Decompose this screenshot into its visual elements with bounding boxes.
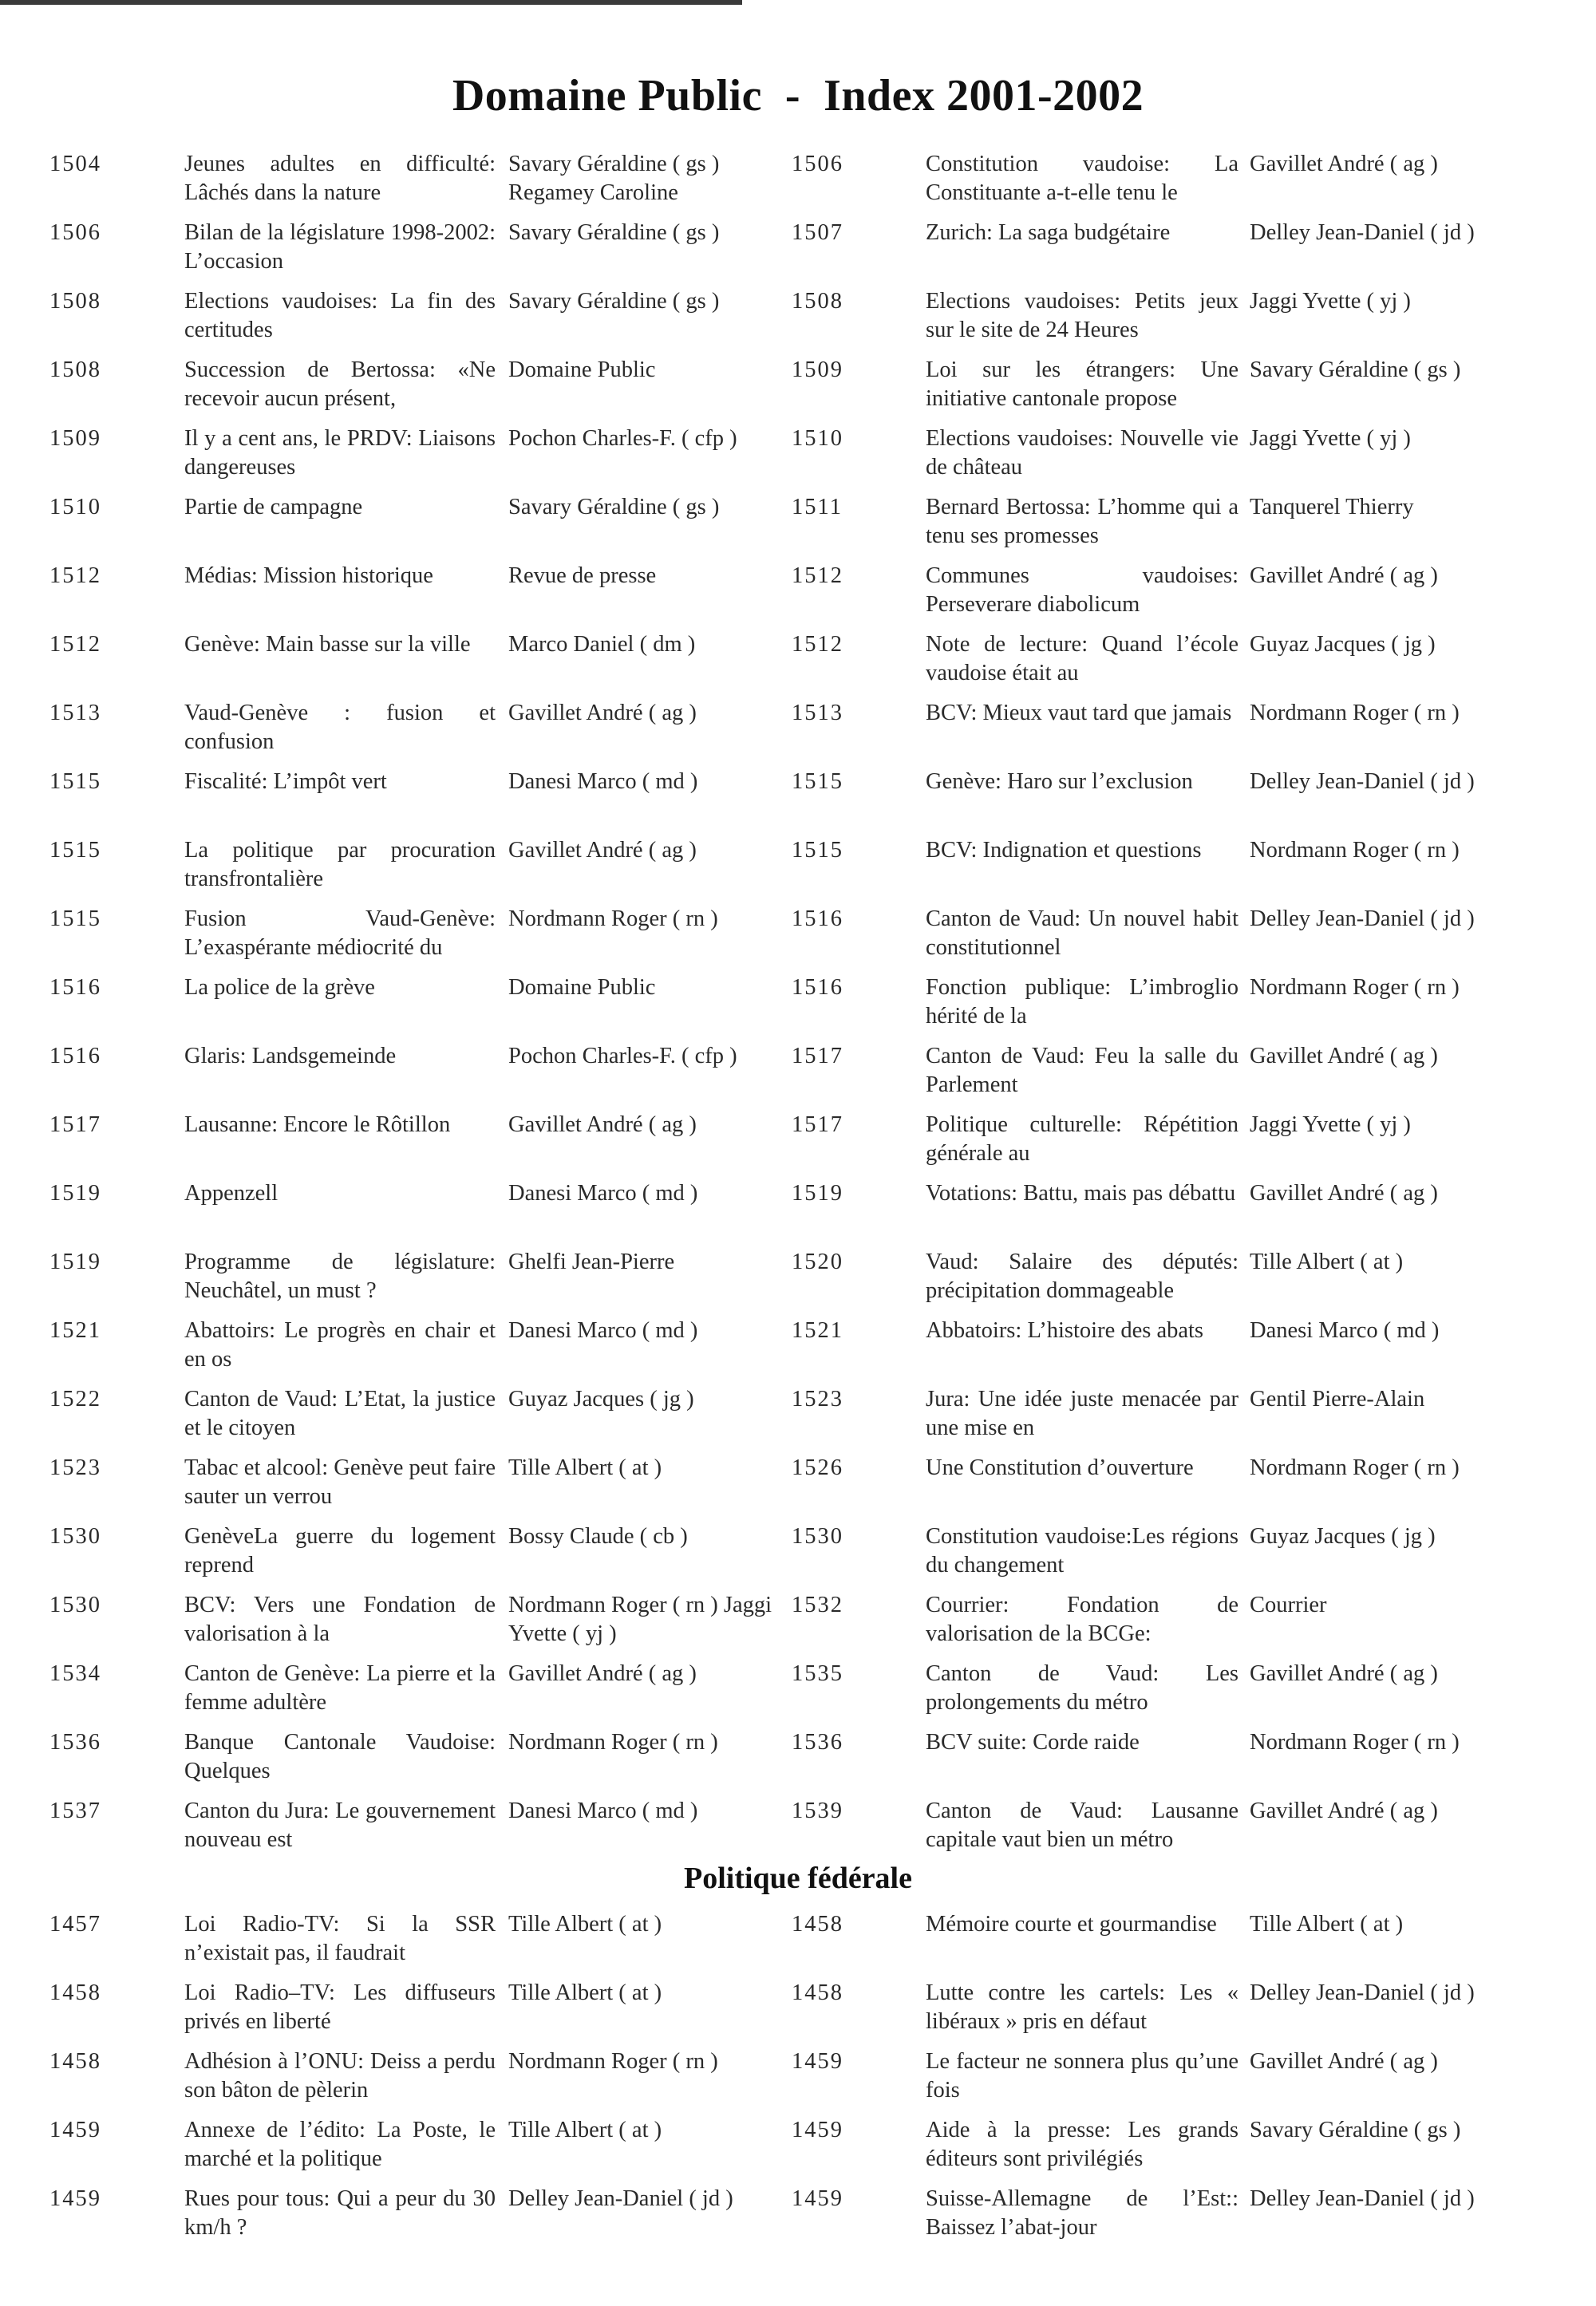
index-row	[0, 1728, 1596, 1795]
index-row	[0, 1042, 1596, 1109]
left-issue-number: 1534	[49, 1661, 101, 1686]
right-article-title: Elections vaudoises: Nouvelle vie de château	[926, 426, 1238, 480]
index-row	[0, 1591, 1596, 1658]
right-article-title: BCV: Mieux vaut tard que jamais	[926, 701, 1232, 725]
left-author: Domaine Public	[508, 357, 656, 382]
index-row	[0, 1248, 1596, 1315]
left-article-title: Banque Cantonale Vaudoise: Quelques	[184, 1730, 496, 1783]
left-issue-number: 1509	[49, 426, 101, 451]
right-issue-number: 1523	[792, 1387, 843, 1412]
right-article-title: Zurich: La saga budgétaire	[926, 220, 1171, 245]
right-article-title: Canton de Vaud: Un nouvel habit constitutionnel	[926, 906, 1238, 960]
right-author: Nordmann Roger ( rn )	[1250, 975, 1460, 1000]
left-author: Ghelfi Jean-Pierre	[508, 1250, 675, 1274]
right-issue-number: 1535	[792, 1661, 843, 1686]
left-author: Gavillet André ( ag )	[508, 1112, 697, 1137]
index-row	[0, 630, 1596, 697]
left-issue-number: 1537	[49, 1799, 101, 1823]
left-article-title: Canton du Jura: Le gouvernement nouveau est	[184, 1799, 496, 1852]
right-author: Jaggi Yvette ( yj )	[1250, 1112, 1411, 1137]
right-issue-number: 1539	[792, 1799, 843, 1823]
index-row	[0, 219, 1596, 286]
left-article-title: Genève: Main basse sur la ville	[184, 632, 471, 657]
left-author: Guyaz Jacques ( jg )	[508, 1387, 694, 1412]
left-author: Revue de presse	[508, 563, 657, 588]
right-author: Delley Jean-Daniel ( jd )	[1250, 1980, 1475, 2005]
right-author: Nordmann Roger ( rn )	[1250, 1730, 1460, 1755]
left-author: Bossy Claude ( cb )	[508, 1524, 688, 1549]
right-issue-number: 1509	[792, 357, 843, 382]
left-article-title: Bilan de la législature 1998-2002: L’occasion	[184, 220, 496, 274]
left-author: Tille Albert ( at )	[508, 1980, 662, 2005]
right-article-title: BCV: Indignation et questions	[926, 838, 1202, 863]
right-article-title: Aide à la presse: Les grands éditeurs sont privilégiés	[926, 2118, 1238, 2171]
right-article-title: Canton de Vaud: Les prolongements du métro	[926, 1661, 1238, 1715]
right-author: Gavillet André ( ag )	[1250, 1044, 1438, 1068]
right-issue-number: 1516	[792, 906, 843, 931]
left-issue-number: 1536	[49, 1730, 101, 1755]
right-issue-number: 1458	[792, 1912, 843, 1937]
right-article-title: Votations: Battu, mais pas débattu	[926, 1181, 1236, 1206]
left-author: Gavillet André ( ag )	[508, 1661, 697, 1686]
left-author: Marco Daniel ( dm )	[508, 632, 696, 657]
right-issue-number: 1517	[792, 1112, 843, 1137]
right-author: Jaggi Yvette ( yj )	[1250, 289, 1411, 314]
index-row	[0, 1910, 1596, 1977]
right-issue-number: 1521	[792, 1318, 843, 1343]
left-author: Tille Albert ( at )	[508, 1912, 662, 1937]
right-issue-number: 1515	[792, 838, 843, 863]
index-row	[0, 1179, 1596, 1246]
right-issue-number: 1536	[792, 1730, 843, 1755]
right-issue-number: 1530	[792, 1524, 843, 1549]
left-author: Nordmann Roger ( rn )	[508, 2049, 718, 2074]
index-row	[0, 1660, 1596, 1727]
left-issue-number: 1457	[49, 1912, 101, 1937]
left-article-title: Lausanne: Encore le Rôtillon	[184, 1112, 451, 1137]
right-article-title: Elections vaudoises: Petits jeux sur le site de 24 Heures	[926, 289, 1238, 342]
right-issue-number: 1513	[792, 701, 843, 725]
page-title: Domaine Public - Index 2001-2002	[452, 71, 1144, 120]
right-issue-number: 1515	[792, 769, 843, 794]
left-author: Savary Géraldine ( gs )	[508, 495, 720, 519]
right-author: Tille Albert ( at )	[1250, 1250, 1404, 1274]
left-article-title: Annexe de l’édito: La Poste, le marché et la politique	[184, 2118, 496, 2171]
index-row	[0, 1385, 1596, 1452]
left-issue-number: 1458	[49, 2049, 101, 2074]
left-author: Nordmann Roger ( rn )	[508, 906, 718, 931]
left-article-title: Abattoirs: Le progrès en chair et en os	[184, 1318, 496, 1372]
right-article-title: Loi sur les étrangers: Une initiative cantonale propose	[926, 357, 1238, 411]
left-author: Danesi Marco ( md )	[508, 1181, 698, 1206]
right-author: Tanquerel Thierry	[1250, 495, 1414, 519]
left-author: Danesi Marco ( md )	[508, 769, 698, 794]
left-issue-number: 1521	[49, 1318, 101, 1343]
right-author: Jaggi Yvette ( yj )	[1250, 426, 1411, 451]
right-issue-number: 1507	[792, 220, 843, 245]
right-author: Gavillet André ( ag )	[1250, 2049, 1438, 2074]
right-issue-number: 1459	[792, 2118, 843, 2142]
left-article-title: Loi Radio-TV: Si la SSR n’existait pas, il faudrait	[184, 1912, 496, 1965]
index-row	[0, 1317, 1596, 1384]
right-issue-number: 1526	[792, 1455, 843, 1480]
left-issue-number: 1522	[49, 1387, 101, 1412]
right-author: Savary Géraldine ( gs )	[1250, 2118, 1461, 2142]
left-article-title: Partie de campagne	[184, 495, 363, 519]
left-issue-number: 1519	[49, 1250, 101, 1274]
right-issue-number: 1511	[792, 495, 843, 519]
left-author: Savary Géraldine ( gs )	[508, 289, 720, 314]
right-article-title: Bernard Bertossa: L’homme qui a tenu ses promesses	[926, 495, 1238, 548]
right-author: Gavillet André ( ag )	[1250, 563, 1438, 588]
right-article-title: Courrier: Fondation de valorisation de la BCGe:	[926, 1593, 1238, 1646]
index-row	[0, 562, 1596, 629]
index-row	[0, 973, 1596, 1040]
left-issue-number: 1512	[49, 563, 101, 588]
right-article-title: Communes vaudoises: Perseverare diabolicum	[926, 563, 1238, 617]
left-article-title: Glaris: Landsgemeinde	[184, 1044, 397, 1068]
left-issue-number: 1523	[49, 1455, 101, 1480]
left-issue-number: 1510	[49, 495, 101, 519]
left-article-title: Médias: Mission historique	[184, 563, 433, 588]
right-author: Courrier	[1250, 1593, 1327, 1617]
right-author: Gavillet André ( ag )	[1250, 152, 1438, 176]
left-article-title: Tabac et alcool: Genève peut faire sauter un verrou	[184, 1455, 496, 1509]
left-article-title: La politique par procuration transfrontalière	[184, 838, 496, 891]
left-issue-number: 1515	[49, 838, 101, 863]
index-row	[0, 2047, 1596, 2114]
right-author: Gavillet André ( ag )	[1250, 1661, 1438, 1686]
right-author: Guyaz Jacques ( jg )	[1250, 1524, 1436, 1549]
left-author: Danesi Marco ( md )	[508, 1799, 698, 1823]
left-author: Pochon Charles-F. ( cfp )	[508, 1044, 737, 1068]
left-article-title: Adhésion à l’ONU: Deiss a perdu son bâton de pèlerin	[184, 2049, 496, 2103]
index-row	[0, 356, 1596, 423]
right-issue-number: 1510	[792, 426, 843, 451]
index-row	[0, 2185, 1596, 2252]
left-issue-number: 1530	[49, 1524, 101, 1549]
left-issue-number: 1504	[49, 152, 101, 176]
left-issue-number: 1513	[49, 701, 101, 725]
right-author: Delley Jean-Daniel ( jd )	[1250, 2186, 1475, 2211]
left-article-title: Elections vaudoises: La fin des certitudes	[184, 289, 496, 342]
right-article-title: Genève: Haro sur l’exclusion	[926, 769, 1193, 794]
index-row	[0, 905, 1596, 972]
left-author: Tille Albert ( at )	[508, 2118, 662, 2142]
right-issue-number: 1508	[792, 289, 843, 314]
right-author: Guyaz Jacques ( jg )	[1250, 632, 1436, 657]
left-article-title: Succession de Bertossa: «Ne recevoir aucun présent,	[184, 357, 496, 411]
index-row	[0, 2116, 1596, 2183]
right-issue-number: 1520	[792, 1250, 843, 1274]
right-article-title: Constitution vaudoise: La Constituante a-t-elle tenu le	[926, 152, 1238, 205]
right-issue-number: 1512	[792, 632, 843, 657]
left-issue-number: 1516	[49, 975, 101, 1000]
index-row	[0, 150, 1596, 217]
right-article-title: Note de lecture: Quand l’école vaudoise était au	[926, 632, 1238, 685]
index-row	[0, 768, 1596, 835]
right-author: Nordmann Roger ( rn )	[1250, 1455, 1460, 1480]
right-author: Nordmann Roger ( rn )	[1250, 838, 1460, 863]
top-rule	[0, 0, 742, 5]
right-issue-number: 1458	[792, 1980, 843, 2005]
right-article-title: Abbatoirs: L’histoire des abats	[926, 1318, 1204, 1343]
left-issue-number: 1517	[49, 1112, 101, 1137]
left-article-title: BCV: Vers une Fondation de valorisation à la	[184, 1593, 496, 1646]
right-article-title: Fonction publique: L’imbroglio hérité de la	[926, 975, 1238, 1029]
left-author: Pochon Charles-F. ( cfp )	[508, 426, 737, 451]
right-author: Gentil Pierre-Alain	[1250, 1387, 1425, 1412]
right-author: Danesi Marco ( md )	[1250, 1318, 1440, 1343]
left-issue-number: 1530	[49, 1593, 101, 1617]
left-author: Savary Géraldine ( gs )	[508, 220, 720, 245]
left-author: Gavillet André ( ag )	[508, 838, 697, 863]
left-article-title: La police de la grève	[184, 975, 375, 1000]
left-issue-number: 1512	[49, 632, 101, 657]
right-article-title: Suisse-Allemagne de l’Est:: Baissez l’abat-jour	[926, 2186, 1238, 2240]
right-author: Delley Jean-Daniel ( jd )	[1250, 769, 1475, 794]
right-author: Gavillet André ( ag )	[1250, 1181, 1438, 1206]
left-article-title: Jeunes adultes en difficulté: Lâchés dans la nature	[184, 152, 496, 205]
index-row	[0, 1979, 1596, 2046]
section-title: Politique fédérale	[684, 1862, 912, 1895]
left-author: Tille Albert ( at )	[508, 1455, 662, 1480]
left-author: Gavillet André ( ag )	[508, 701, 697, 725]
right-author: Tille Albert ( at )	[1250, 1912, 1404, 1937]
right-article-title: Lutte contre les cartels: Les « libéraux » pris en défaut	[926, 1980, 1238, 2034]
left-article-title: Fiscalité: L’impôt vert	[184, 769, 387, 794]
index-row	[0, 1522, 1596, 1589]
right-author: Nordmann Roger ( rn )	[1250, 701, 1460, 725]
left-issue-number: 1508	[49, 289, 101, 314]
left-author: Danesi Marco ( md )	[508, 1318, 698, 1343]
right-article-title: Canton de Vaud: Feu la salle du Parlement	[926, 1044, 1238, 1097]
right-article-title: Canton de Vaud: Lausanne capitale vaut bien un métro	[926, 1799, 1238, 1852]
left-issue-number: 1459	[49, 2118, 101, 2142]
right-article-title: Le facteur ne sonnera plus qu’une fois	[926, 2049, 1238, 2103]
left-article-title: GenèveLa guerre du logement reprend	[184, 1524, 496, 1577]
right-author: Savary Géraldine ( gs )	[1250, 357, 1461, 382]
index-row	[0, 424, 1596, 492]
left-article-title: Appenzell	[184, 1181, 279, 1206]
right-article-title: Jura: Une idée juste menacée par une mise en	[926, 1387, 1238, 1440]
right-article-title: Mémoire courte et gourmandise	[926, 1912, 1217, 1937]
index-row	[0, 699, 1596, 766]
right-author: Gavillet André ( ag )	[1250, 1799, 1438, 1823]
left-author: Nordmann Roger ( rn )	[508, 1730, 718, 1755]
right-issue-number: 1459	[792, 2049, 843, 2074]
left-author: Nordmann Roger ( rn ) Jaggi Yvette ( yj )	[508, 1593, 772, 1646]
right-issue-number: 1519	[792, 1181, 843, 1206]
right-issue-number: 1512	[792, 563, 843, 588]
left-issue-number: 1519	[49, 1181, 101, 1206]
index-row	[0, 1797, 1596, 1864]
index-row	[0, 1454, 1596, 1521]
left-article-title: Vaud-Genève : fusion et confusion	[184, 701, 496, 754]
left-article-title: Canton de Genève: La pierre et la femme adultère	[184, 1661, 496, 1715]
left-issue-number: 1515	[49, 769, 101, 794]
left-issue-number: 1508	[49, 357, 101, 382]
right-article-title: Politique culturelle: Répétition générale au	[926, 1112, 1238, 1166]
right-issue-number: 1517	[792, 1044, 843, 1068]
right-issue-number: 1532	[792, 1593, 843, 1617]
left-author: Domaine Public	[508, 975, 656, 1000]
left-author: Delley Jean-Daniel ( jd )	[508, 2186, 733, 2211]
left-article-title: Loi Radio–TV: Les diffuseurs privés en liberté	[184, 1980, 496, 2034]
right-author: Delley Jean-Daniel ( jd )	[1250, 906, 1475, 931]
left-article-title: Programme de législature: Neuchâtel, un must ?	[184, 1250, 496, 1303]
index-row	[0, 836, 1596, 903]
left-issue-number: 1516	[49, 1044, 101, 1068]
right-article-title: Vaud: Salaire des députés: précipitation dommageable	[926, 1250, 1238, 1303]
left-issue-number: 1459	[49, 2186, 101, 2211]
right-issue-number: 1506	[792, 152, 843, 176]
index-row	[0, 1111, 1596, 1178]
left-issue-number: 1458	[49, 1980, 101, 2005]
left-author: Savary Géraldine ( gs ) Regamey Caroline	[508, 152, 720, 205]
right-article-title: BCV suite: Corde raide	[926, 1730, 1140, 1755]
right-article-title: Une Constitution d’ouverture	[926, 1455, 1194, 1480]
right-issue-number: 1516	[792, 975, 843, 1000]
left-article-title: Fusion Vaud-Genève: L’exaspérante médiocrité du	[184, 906, 496, 960]
left-article-title: Canton de Vaud: L’Etat, la justice et le citoyen	[184, 1387, 496, 1440]
right-article-title: Constitution vaudoise:Les régions du changement	[926, 1524, 1238, 1577]
index-row	[0, 287, 1596, 354]
index-row	[0, 493, 1596, 560]
right-author: Delley Jean-Daniel ( jd )	[1250, 220, 1475, 245]
left-article-title: Il y a cent ans, le PRDV: Liaisons dangereuses	[184, 426, 496, 480]
left-article-title: Rues pour tous: Qui a peur du 30 km/h ?	[184, 2186, 496, 2240]
left-issue-number: 1506	[49, 220, 101, 245]
left-issue-number: 1515	[49, 906, 101, 931]
right-issue-number: 1459	[792, 2186, 843, 2211]
